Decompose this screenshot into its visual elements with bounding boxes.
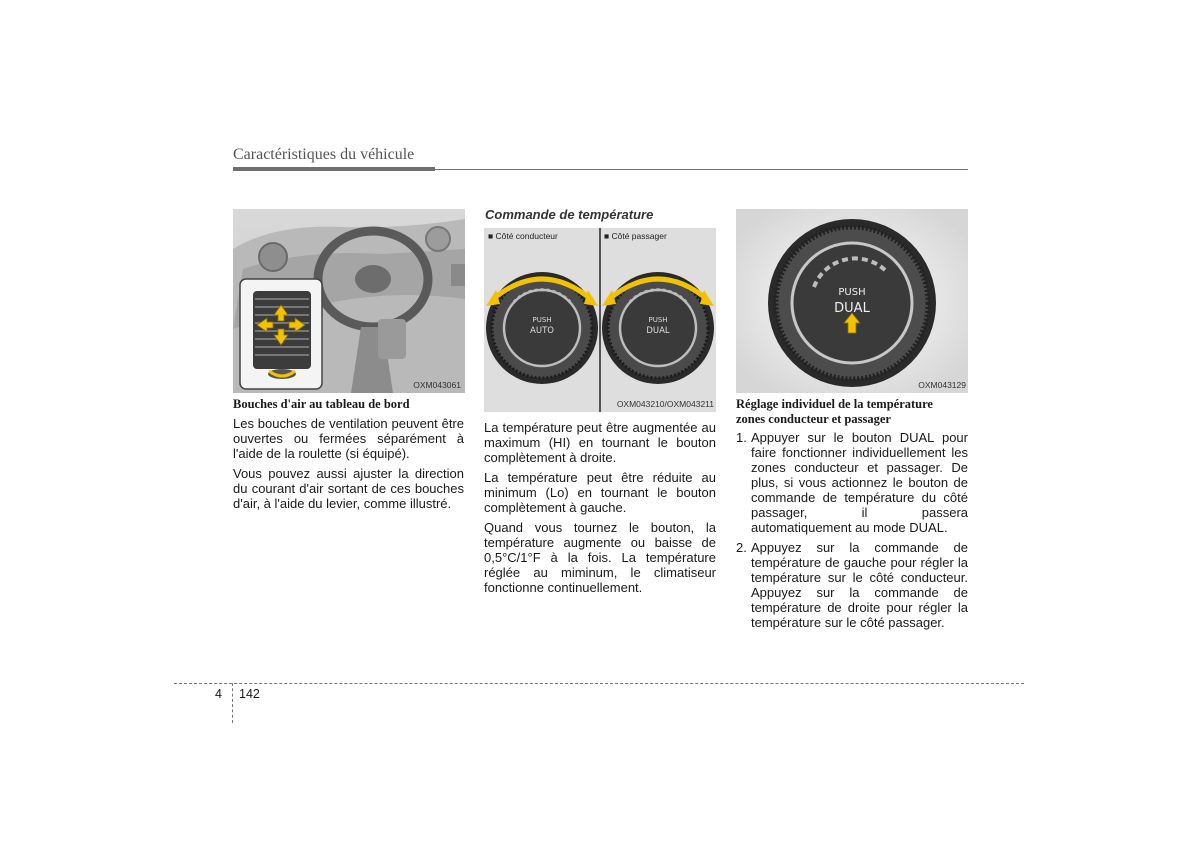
label-driver-side: ■ Côté conducteur [488,231,558,241]
footer-divider [232,683,233,723]
knob-driver-top: PUSH [532,316,552,324]
header-rule-thin [435,169,968,170]
caption-line: Réglage individuel de la température [736,397,933,411]
knob-top-label: PUSH [838,287,866,298]
paragraph: Quand vous tournez le bouton, la température augmente ou baisse de 0,5°C/1°F à la fois. La température réglée au miminum, le climatiseur fonctionne continuellement. [484,520,716,595]
page-number: 142 [239,687,260,701]
paragraph: Vous pouvez aussi ajuster la direction du courant d'air sortant de ces bouches d'air, à l'aide du levier, comme illustré. [233,466,464,511]
list-number: 2. [736,540,747,555]
knob-passenger-top: PUSH [648,316,668,324]
list-text: Appuyez sur la commande de température de gauche pour régler la température sur le côté conducteur. Appuyez sur la commande de température de droite pour régler la température sur le côté passager. [751,540,968,630]
dashboard-vent-figure [233,209,465,393]
list-item [736,430,968,535]
list-text: Appuyer sur le bouton DUAL pour faire fonctionner individuellement les zones conducteur et passager. De plus, si vous actionnez le bouton de commande de température du côté passager, il passera automatiquement au mode DUAL. [751,430,968,535]
list-item [736,540,968,630]
dual-button-figure [736,209,968,393]
caption-line: zones conducteur et passager [736,412,891,426]
list-number: 1. [736,430,747,445]
page-title: Caractéristiques du véhicule [233,146,415,163]
footer-rule [174,683,1024,684]
knob-driver-bottom: AUTO [530,326,554,336]
knob-illustrations [484,228,716,412]
header-rule-thick [233,167,435,171]
vent-caption: Bouches d'air au tableau de bord [233,397,410,411]
label-passenger-side: ■ Côté passager [604,231,667,241]
temperature-body [484,420,716,600]
knob-bottom-label: DUAL [834,301,870,316]
figure-code: OXM043210/OXM043211 [616,399,714,409]
temperature-knobs-figure [484,228,716,412]
dual-knob-illustration [736,209,968,393]
figure-code: OXM043061 [413,380,461,390]
figure-code: OXM043129 [918,380,966,390]
paragraph: Les bouches de ventilation peuvent être ouvertes ou fermées séparément à l'aide de la roulette (si équipé). [233,416,464,461]
section-heading: Commande de température [485,207,654,222]
knob-passenger-bottom: DUAL [646,326,670,336]
dashboard-illustration [233,209,465,393]
paragraph: La température peut être réduite au minimum (Lo) en tournant le bouton complètement à gauche. [484,470,716,515]
dual-instructions [736,430,968,635]
chapter-number: 4 [215,687,222,701]
dual-caption [736,397,933,427]
paragraph: La température peut être augmentée au maximum (HI) en tournant le bouton complètement à droite. [484,420,716,465]
vent-body [233,416,464,516]
